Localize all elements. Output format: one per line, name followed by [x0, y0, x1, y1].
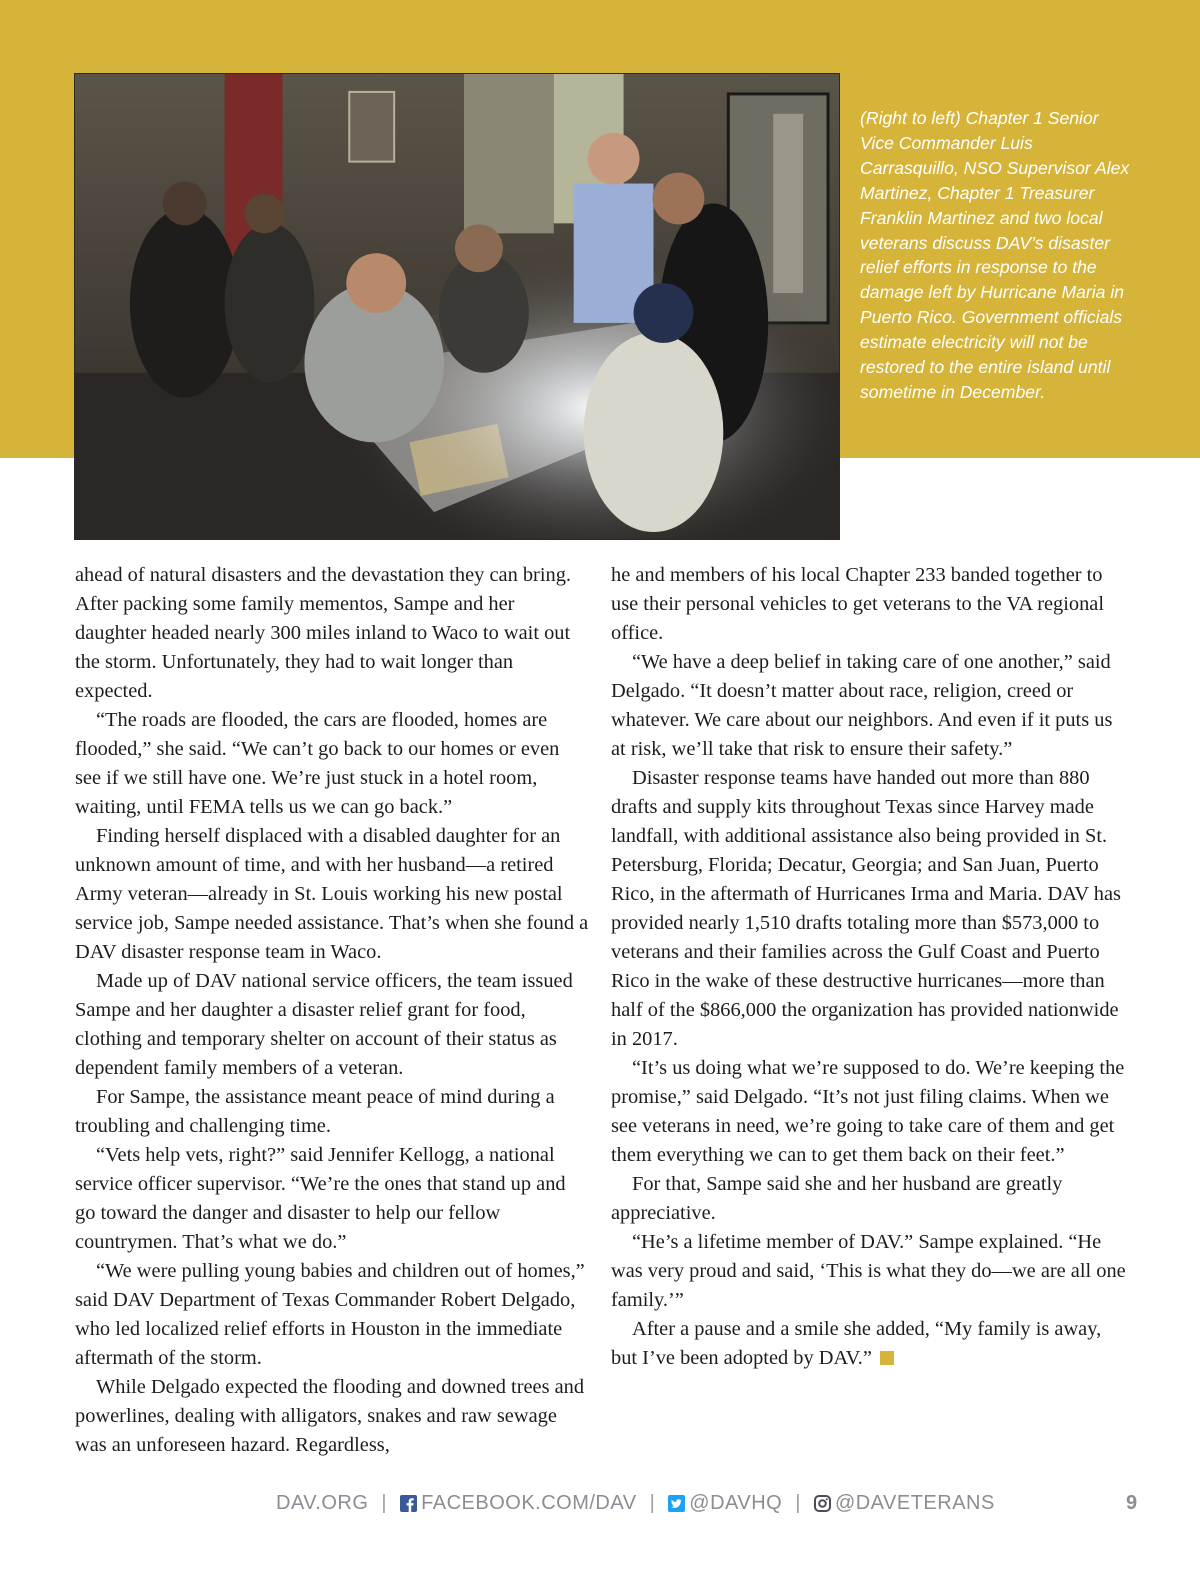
article-paragraph: For that, Sampe said she and her husband are greatly appreciative.	[611, 1173, 1063, 1224]
article-paragraph: Made up of DAV national service officers, the team issued Sampe and her daughter a disaster relief grant for food, clothing and temporary shelter on account of their status as dependent family members of a veteran.	[75, 970, 573, 1079]
article-paragraph: “The roads are flooded, the cars are flooded, homes are flooded,” she said. “We can’t go back to our homes or even see if we still have one. We’re just stuck in a hotel room, waiting, until FEMA tells us we can go back.”	[75, 709, 560, 818]
article-paragraph: “Vets help vets, right?” said Jennifer Kellogg, a national service officer supervisor. “We’re the ones that stand up and go toward the danger and disaster to help our fellow countrymen. That’s what we do.”	[75, 1144, 566, 1253]
article-column-right	[611, 561, 1131, 1373]
article-paragraph: Finding herself displaced with a disabled daughter for an unknown amount of time, and with her husband—a retired Army veteran—already in St. Louis working his new postal service job, Sampe needed assistance. That’s when she found a DAV disaster response team in Waco.	[75, 825, 589, 963]
article-paragraph: “It’s us doing what we’re supposed to do. We’re keeping the promise,” said Delgado. “It’s not just filing claims. When we see veterans in need, we’re going to take care of them and get them everything we can to get them back on their feet.”	[611, 1057, 1125, 1166]
twitter-icon[interactable]	[668, 1495, 685, 1512]
article-paragraph: “We were pulling young babies and children out of homes,” said DAV Department of Texas Commander Robert Delgado, who led localized relief efforts in Houston in the immediate aftermath of the storm.	[75, 1260, 585, 1369]
article-photo	[74, 73, 840, 540]
article-paragraph: Disaster response teams have handed out more than 880 drafts and supply kits throughout Texas since Harvey made landfall, with additional assistance also being provided in St. Petersburg, Florida; Decatur, Georgia; and San Juan, Puerto Rico, in the aftermath of Hurricanes Irma and Maria. DAV has provided nearly 1,510 drafts totaling more than $573,000 to veterans and their families across the Gulf Coast and Puerto Rico in the wake of these destructive hurricanes—more than half of the $866,000 the organization has provided nationwide in 2017.	[611, 767, 1121, 1050]
article-paragraph: ahead of natural disasters and the devastation they can bring. After packing some family mementos, Sampe and her daughter headed nearly 300 miles inland to Waco to wait out the storm. Unfortunately, they had to wait longer than expected.	[75, 564, 571, 702]
instagram-icon[interactable]	[814, 1495, 831, 1512]
photo-caption: (Right to left) Chapter 1 Senior Vice Commander Luis Carrasquillo, NSO Supervisor Alex Martinez, Chapter 1 Treasurer Franklin Martinez and two local veterans discuss DAV’s disaster relief efforts in response to the damage left by Hurricane Maria in Puerto Rico. Government officials estimate electricity will not be restored to the entire island until sometime in December.	[860, 108, 1130, 402]
page-number: 9	[1126, 1492, 1138, 1514]
footer-separator: |	[649, 1492, 656, 1514]
article-paragraph: “He’s a lifetime member of DAV.” Sampe explained. “He was very proud and said, ‘This is what they do—we are all one family.’”	[611, 1231, 1126, 1311]
page-footer	[0, 1490, 1200, 1522]
article-paragraph: While Delgado expected the flooding and downed trees and powerlines, dealing with alligators, snakes and raw sewage was an unforeseen hazard. Regardless,	[75, 1376, 585, 1456]
end-square-icon	[880, 1351, 894, 1365]
footer-facebook-link[interactable]: FACEBOOK.COM/DAV	[421, 1492, 637, 1514]
article-paragraph: he and members of his local Chapter 233 banded together to use their personal vehicles to get veterans to the VA regional office.	[611, 564, 1105, 644]
footer-site-link[interactable]: DAV.ORG	[276, 1492, 369, 1514]
article-paragraph: For Sampe, the assistance meant peace of mind during a troubling and challenging time.	[75, 1086, 555, 1137]
footer-separator: |	[381, 1492, 388, 1514]
article-paragraph: “We have a deep belief in taking care of one another,” said Delgado. “It doesn’t matter about race, religion, creed or whatever. We care about our neighbors. And even if it puts us at risk, we’ll take that risk to ensure their safety.”	[611, 651, 1113, 760]
article-column-left	[75, 561, 590, 1460]
article-paragraph-final	[611, 1315, 1131, 1373]
photo-illustration	[75, 74, 839, 539]
footer-instagram-link[interactable]: @DAVETERANS	[834, 1492, 995, 1514]
footer-twitter-link[interactable]: @DAVHQ	[689, 1492, 783, 1514]
facebook-icon[interactable]	[400, 1495, 417, 1512]
footer-links	[276, 1492, 995, 1515]
article-final-text: After a pause and a smile she added, “My family is away, but I’ve been adopted by DAV.”	[611, 1318, 1102, 1369]
footer-separator: |	[795, 1492, 801, 1514]
